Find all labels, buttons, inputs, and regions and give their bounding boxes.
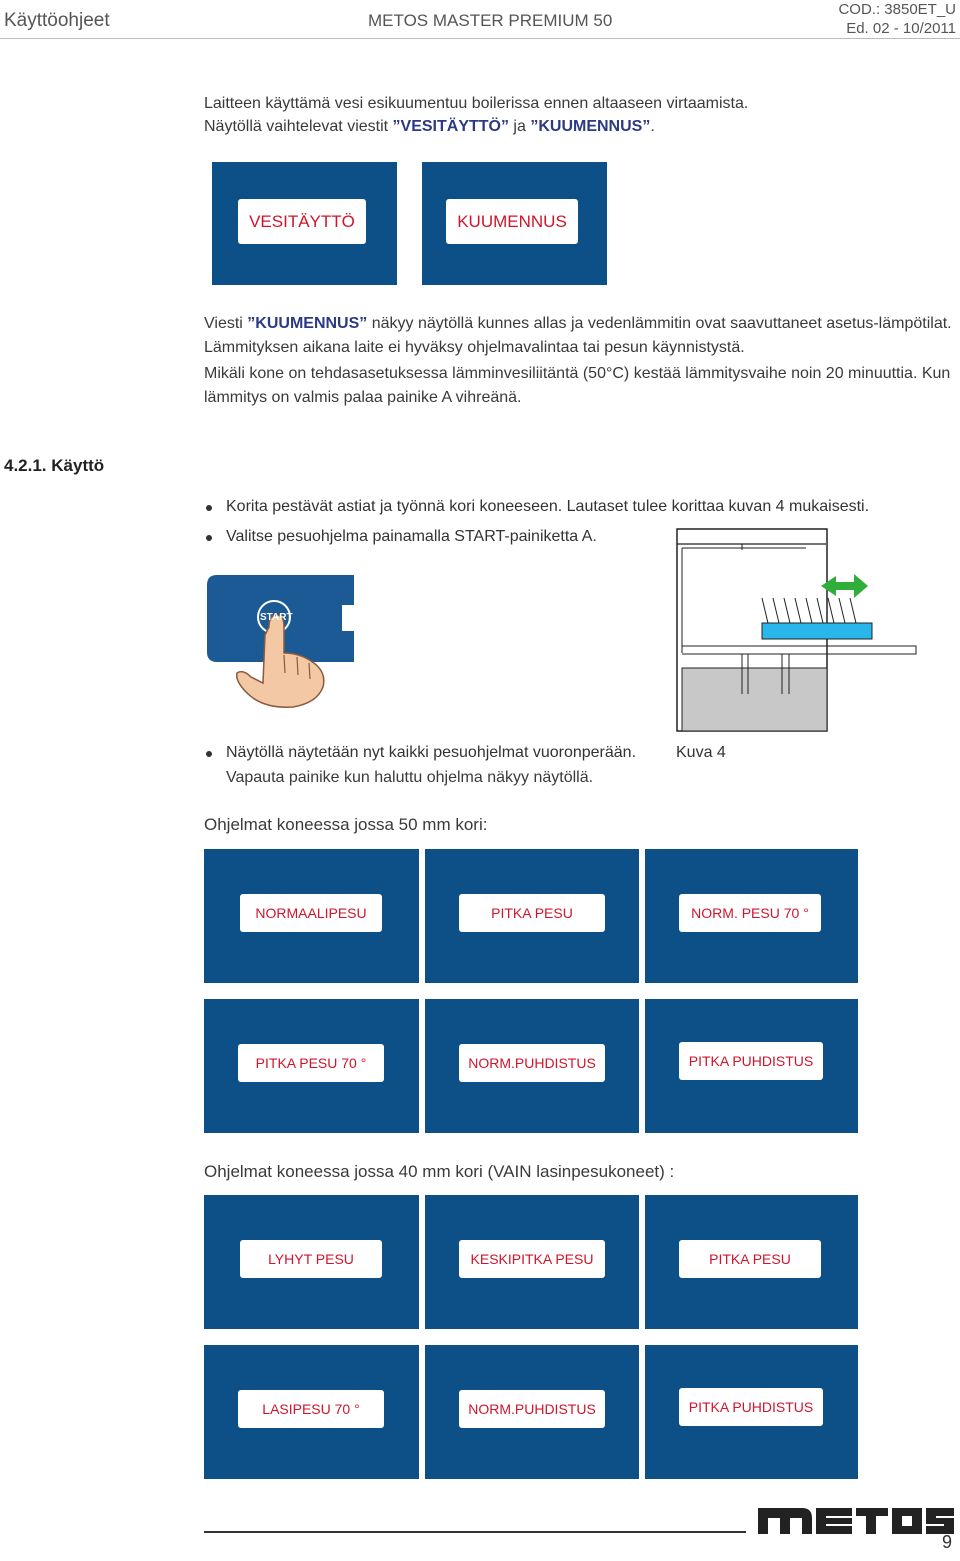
heating-line-3: Mikäli kone on tehdasasetuksessa lämminvesiliitäntä (50°C) kestää lämmitysvaihe noin 20 minuuttia. Kun — [204, 365, 951, 382]
program-panel — [425, 1345, 639, 1479]
heating-line-1: Viesti ”KUUMENNUS” näkyy näytöllä kunnes allas ja vedenlämmitin ovat saavuttaneet asetus-lämpötilat. — [204, 315, 952, 332]
section-heading: 4.2.1. Käyttö — [4, 456, 105, 475]
program-label: LASIPESU 70 ° — [238, 1390, 384, 1428]
bullet-select-program: Valitse pesuohjelma painamalla START-painiketta A. — [226, 528, 597, 545]
heating-line-2: Lämmityksen aikana laite ei hyväksy ohjelmavalintaa tai pesun käynnistystä. — [204, 339, 745, 356]
program-label: KESKIPITKA PESU — [459, 1240, 605, 1278]
figure-caption: Kuva 4 — [676, 744, 726, 761]
header-code-block — [838, 0, 956, 38]
program-panel — [204, 1195, 419, 1329]
program-panel — [425, 999, 639, 1133]
intro-line-2: Näytöllä vaihtelevat viestit ”VESITÄYTTÖ” ja ”KUUMENNUS”. — [204, 118, 655, 135]
header-code: COD.: 3850ET_U — [838, 1, 956, 18]
status-panel-heating — [422, 162, 607, 285]
program-panel — [425, 849, 639, 983]
program-label: NORM. PESU 70 ° — [679, 894, 821, 932]
heating-line-4: lämmitys on valmis palaa painike A vihreänä. — [204, 389, 522, 406]
header-divider — [0, 38, 960, 39]
program-label: LYHYT PESU — [240, 1240, 382, 1278]
machine-figure — [676, 528, 928, 732]
metos-logo — [756, 1502, 956, 1536]
program-panel — [645, 1195, 858, 1329]
header-title: Käyttöohjeet — [4, 10, 110, 31]
program-label: NORM.PUHDISTUS — [459, 1044, 605, 1082]
program-panel — [645, 849, 858, 983]
bullet-load-basket: Korita pestävät astiat ja työnnä kori koneeseen. Lautaset tulee korittaa kuvan 4 mukaisesti. — [226, 498, 870, 515]
program-panel — [204, 849, 419, 983]
programs-50-title: Ohjelmat koneessa jossa 50 mm kori: — [204, 815, 488, 834]
program-panel — [204, 1345, 419, 1479]
header-edition: Ed. 02 - 10/2011 — [846, 20, 956, 37]
programs-40-title: Ohjelmat koneessa jossa 40 mm kori (VAIN lasinpesukoneet) : — [204, 1162, 675, 1181]
start-button-illustration — [207, 575, 355, 662]
status-label-heating: KUUMENNUS — [446, 199, 578, 244]
program-panel — [645, 999, 858, 1133]
program-label: NORM.PUHDISTUS — [459, 1390, 605, 1428]
header-product: METOS MASTER PREMIUM 50 — [368, 11, 613, 30]
program-label: PITKA PESU — [679, 1240, 821, 1278]
status-label-fill: VESITÄYTTÖ — [238, 199, 366, 244]
program-panel — [645, 1345, 858, 1479]
program-label: PITKA PESU — [459, 894, 605, 932]
bullet-programs-cycle: Näytöllä näytetään nyt kaikki pesuohjelmat vuoronperään. — [226, 744, 637, 761]
page-number: 9 — [941, 1532, 952, 1552]
program-label: PITKA PUHDISTUS — [679, 1042, 823, 1080]
footer-rule — [204, 1531, 746, 1533]
intro-line-1: Laitteen käyttämä vesi esikuumentuu boilerissa ennen altaaseen virtaamista. — [204, 95, 749, 112]
program-panel — [204, 999, 419, 1133]
program-label: NORMAALIPESU — [240, 894, 382, 932]
start-button-label: START — [260, 612, 293, 623]
program-label: PITKA PESU 70 ° — [238, 1044, 384, 1082]
status-panel-fill — [212, 162, 397, 285]
bullet-programs-release: Vapauta painike kun haluttu ohjelma näkyy näytöllä. — [226, 769, 594, 786]
program-label: PITKA PUHDISTUS — [679, 1388, 823, 1426]
program-panel — [425, 1195, 639, 1329]
